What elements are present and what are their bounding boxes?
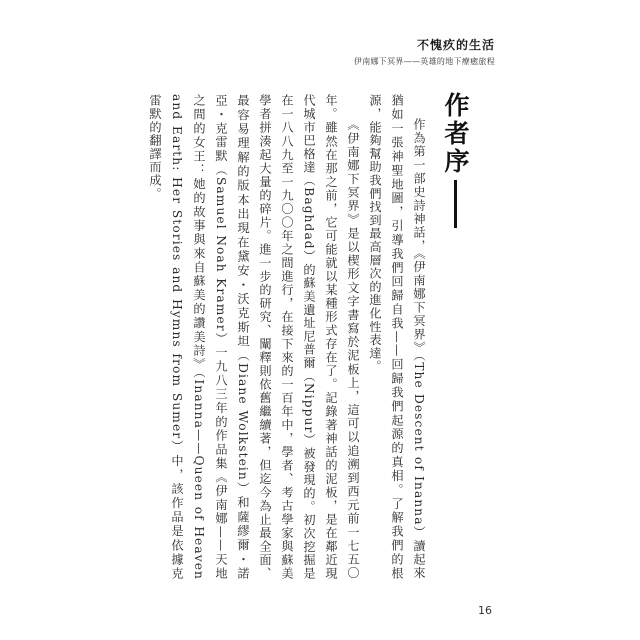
page-number: 16	[478, 604, 492, 617]
paragraph-1: 作為第一部史詩神話，《伊南娜下冥界》（The Descent of Inanna）讀起來猶如一張神聖地圖，引導我們回歸自我——回歸我們起源的真相。了解我們的根源，能夠幫助我們找到最高層次的進化性表達。	[368, 94, 426, 580]
running-header	[354, 36, 495, 67]
chapter-heading	[443, 92, 468, 228]
chapter-title: 作者序	[441, 92, 470, 176]
paragraph-2: 《伊南娜下冥界》是以楔形文字書寫於泥板上，這可以追溯到西元前一七五〇年。雖然在那之前，它可能就以某種形式存在了。記錄著神話的泥板，是在鄰近現代城市巴格達（Baghdad）的蘇美遺址尼普爾（Nippur）被發現的。初次挖掘是在一八八九至一九〇〇年之間進行，在接下來的一百年中，學者、考古學家與蘇美學者拼湊起大量的碎片。進一步的研究、闡釋則依舊繼續著，但迄今為止最全面、最容易理解的版本出現在黛安・沃克斯坦（Diane Wolkstein）和薩繆爾・諾亞・克雷默（Samuel Noah Kramer）一九八三年的作品集《伊南娜——天地之間的女王：她的故事與來自蘇美的讚美詩》（Inanna——Queen of Heaven and Earth: Her Stories and Hymns from Sumer）中，該作品是依據克雷默的翻譯而成。	[148, 94, 360, 580]
book-title: 不愧疚的生活	[416, 38, 495, 52]
body-text	[148, 94, 430, 580]
book-subtitle: 伊南娜下冥界——英雄的地下療癒旅程	[353, 57, 495, 66]
chapter-rule	[454, 180, 457, 228]
